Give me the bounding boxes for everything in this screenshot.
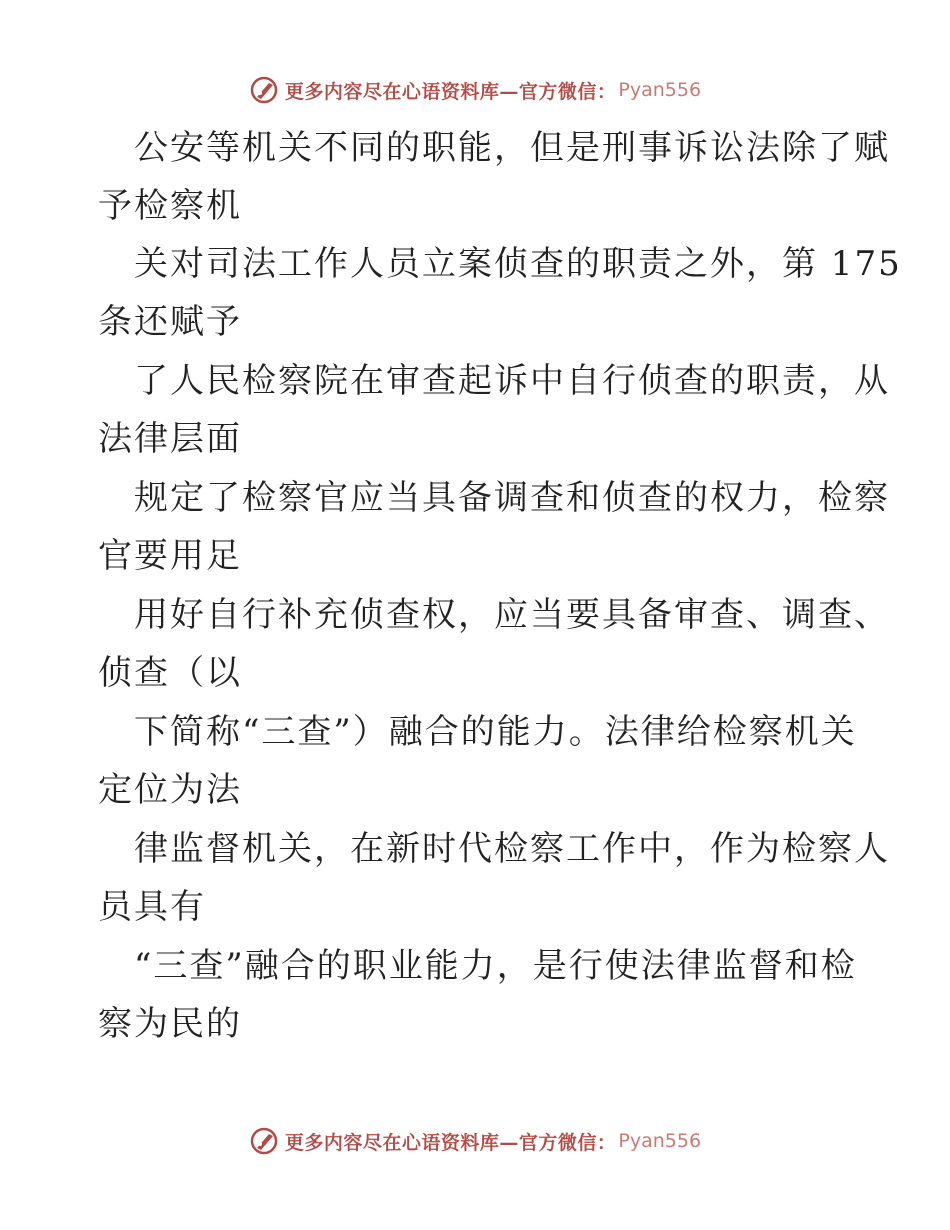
text-line: 用好自行补充侦查权，应当要具备审查、调查、	[134, 595, 890, 635]
text-line: 法律层面	[98, 419, 242, 459]
text-line: 察为民的	[98, 1004, 242, 1044]
text-line: 公安等机关不同的职能，但是刑事诉讼法除了赋	[134, 128, 890, 168]
header-banner-text: 更多内容尽在心语资料库—官方微信：	[284, 80, 617, 103]
text-line: 员具有	[98, 887, 206, 927]
text-line: 侦查（以	[98, 653, 242, 693]
text-line: 予检察机	[98, 186, 242, 226]
text-line: 关对司法工作人员立案侦查的职责之外，第 175	[134, 244, 902, 284]
text-line: 官要用足	[98, 536, 242, 576]
text-line: 律监督机关，在新时代检察工作中，作为检察人	[134, 829, 890, 869]
footer-banner-text: 更多内容尽在心语资料库—官方微信：	[284, 1131, 617, 1154]
text-line: 下简称“三查”）融合的能力。法律给检察机关	[134, 712, 857, 752]
header-banner	[0, 72, 950, 108]
pen-circle-logo-icon	[249, 75, 279, 105]
footer-banner	[0, 1123, 950, 1159]
text-line: 条还赋予	[98, 302, 242, 342]
footer-banner-id: Pyan556	[618, 1130, 702, 1152]
header-banner-id: Pyan556	[618, 79, 702, 101]
text-line: “三查”融合的职业能力，是行使法律监督和检	[134, 946, 857, 986]
pen-circle-logo-icon	[249, 1126, 279, 1156]
text-line: 定位为法	[98, 770, 242, 810]
text-line: 规定了检察官应当具备调查和侦查的权力，检察	[134, 478, 890, 518]
text-line: 了人民检察院在审查起诉中自行侦查的职责，从	[134, 361, 890, 401]
